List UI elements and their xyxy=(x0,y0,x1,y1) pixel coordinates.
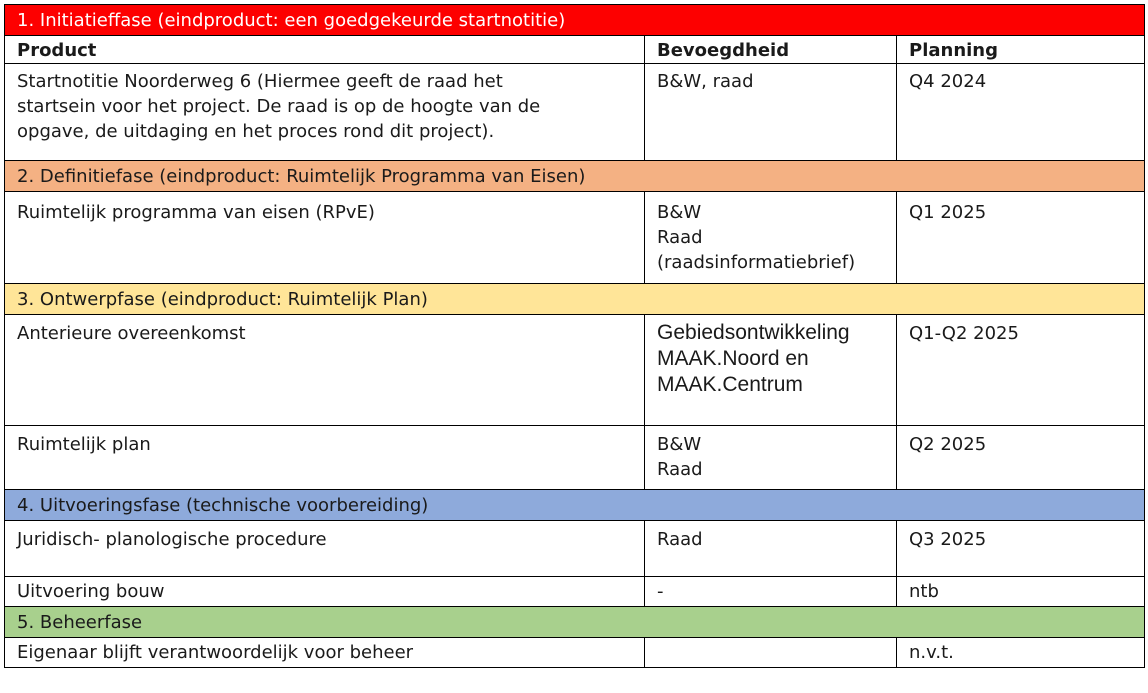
product-line: opgave, de uitdaging en het proces rond dit project). xyxy=(17,121,495,142)
product-cell: Juridisch- planologische procedure xyxy=(5,521,645,577)
table-row xyxy=(5,426,1145,490)
bevoegdheid-cell: - xyxy=(645,577,897,607)
bevoegdheid-cell xyxy=(645,638,897,668)
planning-cell: ntb xyxy=(897,577,1145,607)
table-row xyxy=(5,638,1145,668)
table-header-row xyxy=(5,36,1145,64)
bevoegdheid-cell: Raad xyxy=(645,521,897,577)
table-row xyxy=(5,577,1145,607)
phase-row-4 xyxy=(5,490,1145,521)
planning-table xyxy=(4,4,1145,668)
phase-label: 4. Uitvoeringsfase (technische voorbereiding) xyxy=(5,490,1145,521)
bevoegdheid-line: B&W xyxy=(657,434,702,455)
product-cell xyxy=(5,64,645,161)
bevoegdheid-line: Gebiedsontwikkeling xyxy=(657,321,850,344)
planning-cell: Q2 2025 xyxy=(897,426,1145,490)
product-line: Startnotitie Noorderweg 6 (Hiermee geeft de raad het xyxy=(17,71,503,92)
planning-cell: Q1-Q2 2025 xyxy=(897,315,1145,426)
product-line: startsein voor het project. De raad is op de hoogte van de xyxy=(17,96,541,117)
phase-label: 3. Ontwerpfase (eindproduct: Ruimtelijk Plan) xyxy=(5,284,1145,315)
product-cell: Eigenaar blijft verantwoordelijk voor beheer xyxy=(5,638,645,668)
table-row xyxy=(5,64,1145,161)
bevoegdheid-line: MAAK.Noord en xyxy=(657,347,809,370)
bevoegdheid-line: (raadsinformatiebrief) xyxy=(657,252,856,273)
planning-cell: Q4 2024 xyxy=(897,64,1145,161)
table-row xyxy=(5,521,1145,577)
phase-label: 1. Initiatieffase (eindproduct: een goedgekeurde startnotitie) xyxy=(5,5,1145,36)
planning-cell: Q3 2025 xyxy=(897,521,1145,577)
phase-row-5 xyxy=(5,607,1145,638)
product-cell: Ruimtelijk plan xyxy=(5,426,645,490)
header-bevoegdheid: Bevoegdheid xyxy=(645,36,897,64)
bevoegdheid-cell xyxy=(645,192,897,284)
phase-row-1 xyxy=(5,5,1145,36)
product-cell: Ruimtelijk programma van eisen (RPvE) xyxy=(5,192,645,284)
table-row xyxy=(5,192,1145,284)
bevoegdheid-cell: B&W, raad xyxy=(645,64,897,161)
planning-cell: Q1 2025 xyxy=(897,192,1145,284)
bevoegdheid-line: Raad xyxy=(657,459,703,480)
planning-cell: n.v.t. xyxy=(897,638,1145,668)
table-row xyxy=(5,315,1145,426)
phase-row-2 xyxy=(5,161,1145,192)
product-cell: Anterieure overeenkomst xyxy=(5,315,645,426)
phase-label: 2. Definitiefase (eindproduct: Ruimtelijk Programma van Eisen) xyxy=(5,161,1145,192)
bevoegdheid-cell xyxy=(645,315,897,426)
bevoegdheid-cell xyxy=(645,426,897,490)
bevoegdheid-line: MAAK.Centrum xyxy=(657,373,803,396)
header-planning: Planning xyxy=(897,36,1145,64)
product-cell: Uitvoering bouw xyxy=(5,577,645,607)
header-product: Product xyxy=(5,36,645,64)
bevoegdheid-line: B&W xyxy=(657,202,702,223)
phase-row-3 xyxy=(5,284,1145,315)
phase-label: 5. Beheerfase xyxy=(5,607,1145,638)
bevoegdheid-line: Raad xyxy=(657,227,703,248)
